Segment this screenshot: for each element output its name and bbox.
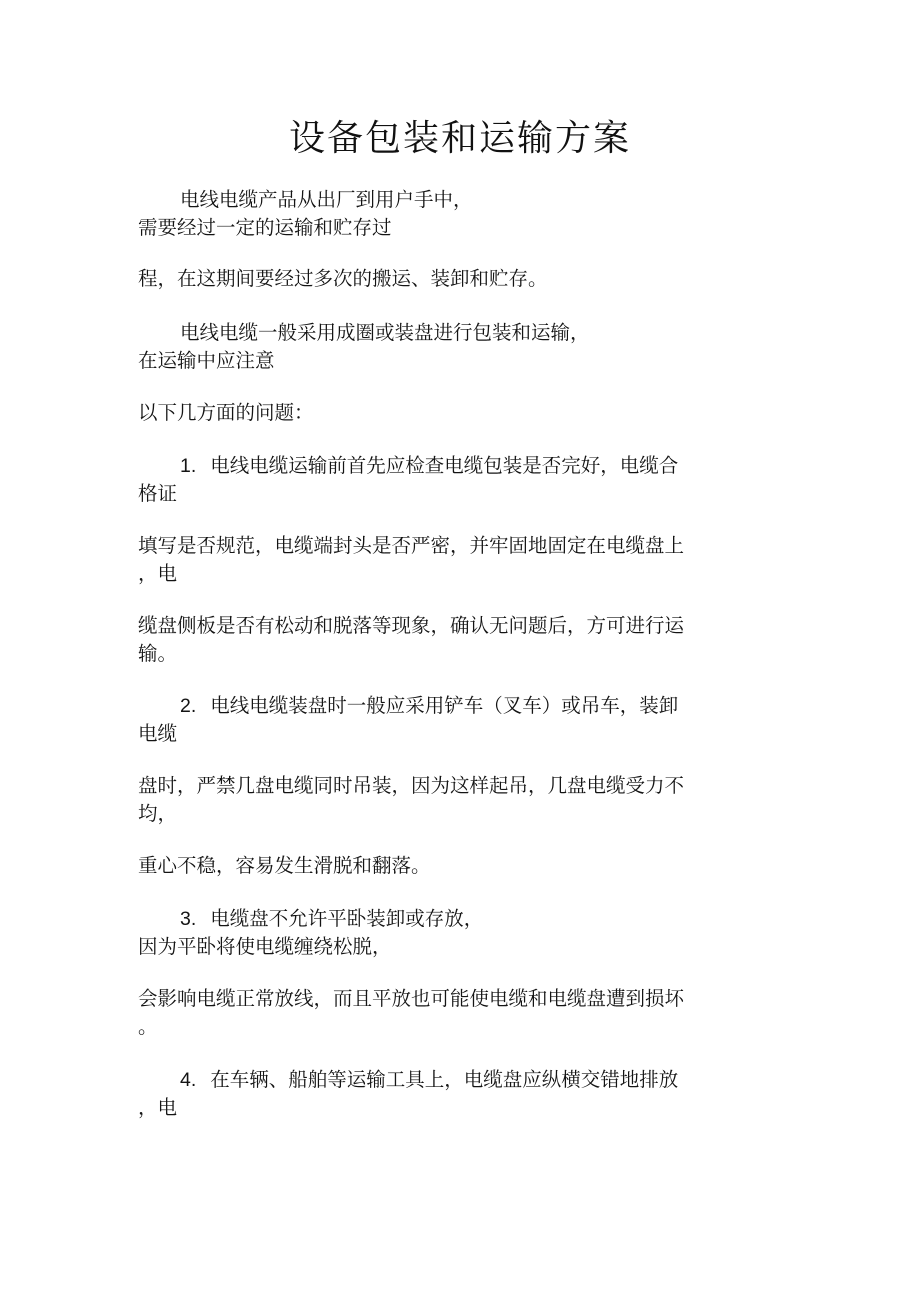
paragraph-line: 因为平卧将使电缆缠绕松脱， [138,935,392,958]
paragraph-line: 电线电缆一般采用成圈或装盘进行包装和运输， [180,321,590,344]
paragraph-line: 在运输中应注意 [138,349,275,372]
paragraph-line: 填写是否规范，电缆端封头是否严密，并牢固地固定在电缆盘上 [138,534,685,557]
list-number: 1. [180,455,197,477]
list-item-3 [180,906,483,932]
list-number: 2. [180,695,197,717]
list-number: 4. [180,1069,197,1091]
paragraph-line: 需要经过一定的运输和贮存过 [138,216,392,239]
paragraph-line: 均， [138,802,178,825]
paragraph-line: 会影响电缆正常放线，而且平放也可能使电缆和电缆盘遭到损坏 [138,987,685,1010]
paragraph-line: ，电 [138,1096,178,1119]
paragraph-line: 以下几方面的问题： [138,401,314,424]
paragraph-line: 。 [138,1015,158,1038]
paragraph-line: 电线电缆产品从出厂到用户手中， [180,188,473,211]
list-item-text: 电线电缆装盘时一般应采用铲车（叉车）或吊车，装卸 [210,694,679,717]
paragraph-line: 重心不稳，容易发生滑脱和翻落。 [138,854,431,877]
paragraph-line: 盘时，严禁几盘电缆同时吊装，因为这样起吊，几盘电缆受力不 [138,774,685,797]
paragraph-line: 格证 [138,482,178,505]
list-item-2 [180,693,678,719]
list-item-text: 在车辆、船舶等运输工具上，电缆盘应纵横交错地排放 [210,1068,679,1091]
list-item-text: 电线电缆运输前首先应检查电缆包装是否完好，电缆合 [210,454,679,477]
paragraph-line: 电缆 [138,722,178,745]
paragraph-line: ，电 [138,562,178,585]
list-item-text: 电缆盘不允许平卧装卸或存放， [210,907,484,930]
list-item-4 [180,1067,678,1093]
paragraph-line: 输。 [138,642,178,665]
paragraph-line: 程，在这期间要经过多次的搬运、装卸和贮存。 [138,267,548,290]
paragraph-line: 缆盘侧板是否有松动和脱落等现象，确认无问题后，方可进行运 [138,614,685,637]
list-item-1 [180,453,678,479]
list-number: 3. [180,908,197,930]
document-title: 设备包装和运输方案 [288,118,631,159]
